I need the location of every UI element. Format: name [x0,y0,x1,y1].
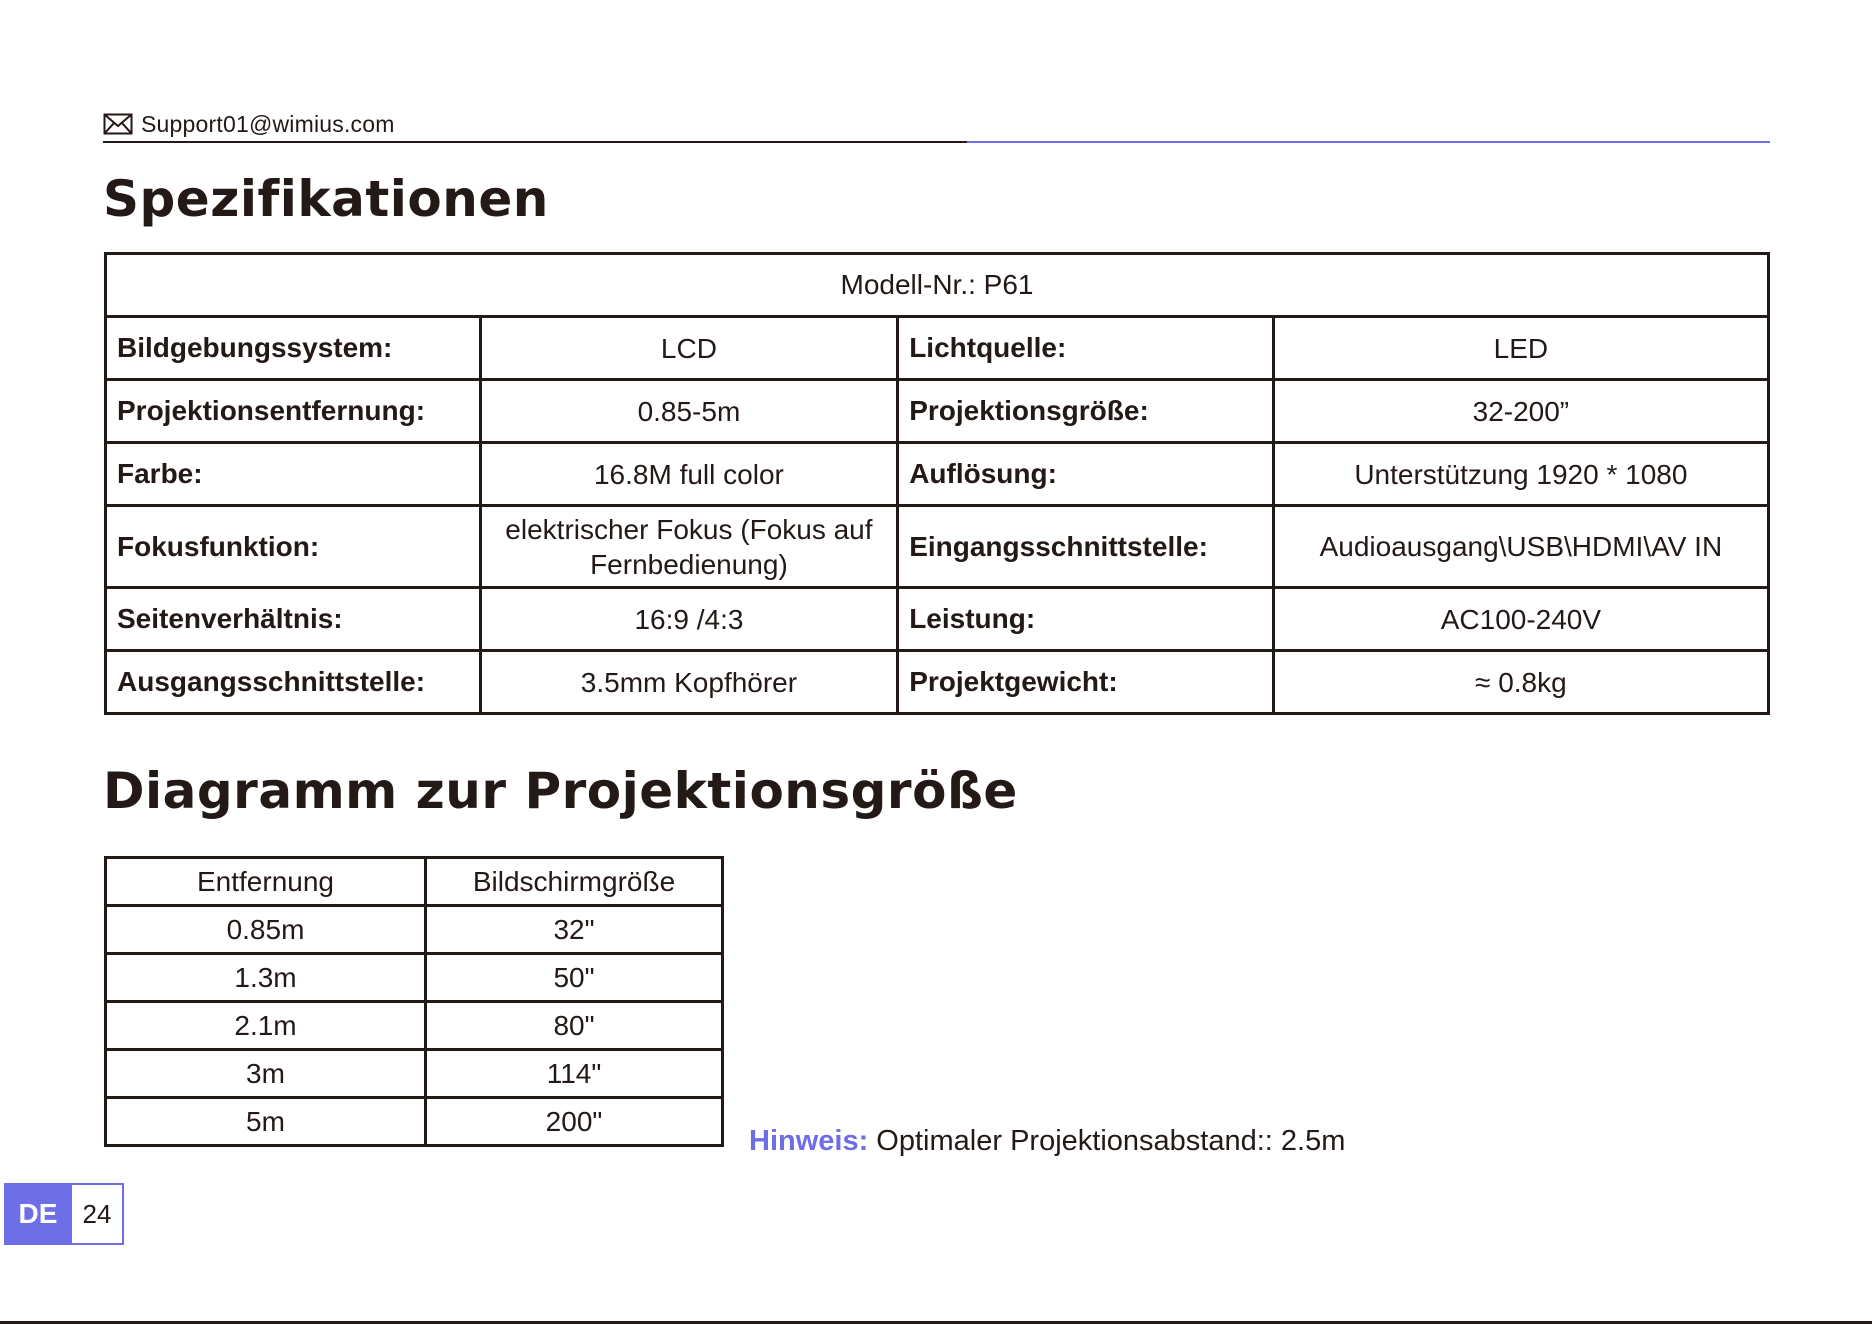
distance-cell: 1.3m [106,954,426,1002]
spec-value: AC100-240V [1273,588,1768,651]
header-rule-dark [103,141,967,143]
spec-label: Leistung: [898,588,1274,651]
table-row [106,1002,723,1050]
page-number: 24 [72,1183,124,1245]
spec-row [106,506,1769,588]
spec-row [106,317,1769,380]
spec-value: 32-200” [1273,380,1768,443]
screen-size-cell: 32" [426,906,723,954]
projection-size-table [104,856,724,1147]
header-rule-accent [967,141,1770,143]
spec-label: Bildgebungssystem: [106,317,481,380]
spec-row [106,380,1769,443]
support-email: Support01@wimius.com [141,110,395,137]
language-tag: DE [4,1183,72,1245]
spec-value: 16:9 /4:3 [480,588,898,651]
spec-value: 0.85-5m [480,380,898,443]
spec-value: LCD [480,317,898,380]
header [103,108,395,140]
distance-cell: 5m [106,1098,426,1146]
column-header-screen-size: Bildschirmgröße [426,858,723,906]
spec-label: Projektgewicht: [898,651,1274,714]
spec-label: Lichtquelle: [898,317,1274,380]
spec-table [104,252,1770,715]
spec-title: Spezifikationen [103,170,549,228]
spec-label: Farbe: [106,443,481,506]
spec-label: Auflösung: [898,443,1274,506]
note-text: Optimaler Projektionsabstand:: 2.5m [868,1125,1346,1157]
spec-value: 16.8M full color [480,443,898,506]
spec-label: Seitenverhältnis: [106,588,481,651]
spec-value: elektrischer Fokus (Fokus auf Fernbedienung) [480,506,898,588]
diagram-title: Diagramm zur Projektionsgröße [103,762,1018,820]
spec-row [106,588,1769,651]
spec-value: Audioausgang\USB\HDMI\AV IN [1273,506,1768,588]
mail-icon [103,113,133,135]
spec-value: Unterstützung 1920 * 1080 [1273,443,1768,506]
spec-row [106,651,1769,714]
distance-cell: 2.1m [106,1002,426,1050]
page-badge [4,1183,124,1245]
spec-label: Fokusfunktion: [106,506,481,588]
spec-value: ≈ 0.8kg [1273,651,1768,714]
table-row [106,1098,723,1146]
table-row [106,954,723,1002]
screen-size-cell: 200" [426,1098,723,1146]
note [749,1125,1345,1158]
spec-value: 3.5mm Kopfhörer [480,651,898,714]
spec-value: LED [1273,317,1768,380]
distance-cell: 0.85m [106,906,426,954]
spec-label: Projektionsgröße: [898,380,1274,443]
table-header-row [106,858,723,906]
table-row [106,1050,723,1098]
spec-label: Projektionsentfernung: [106,380,481,443]
screen-size-cell: 80" [426,1002,723,1050]
screen-size-cell: 50" [426,954,723,1002]
spec-label: Ausgangsschnittstelle: [106,651,481,714]
distance-cell: 3m [106,1050,426,1098]
model-number: Modell-Nr.: P61 [106,254,1769,317]
spec-label: Eingangsschnittstelle: [898,506,1274,588]
column-header-distance: Entfernung [106,858,426,906]
table-row [106,906,723,954]
spec-row [106,443,1769,506]
screen-size-cell: 114" [426,1050,723,1098]
note-label: Hinweis: [749,1125,869,1157]
